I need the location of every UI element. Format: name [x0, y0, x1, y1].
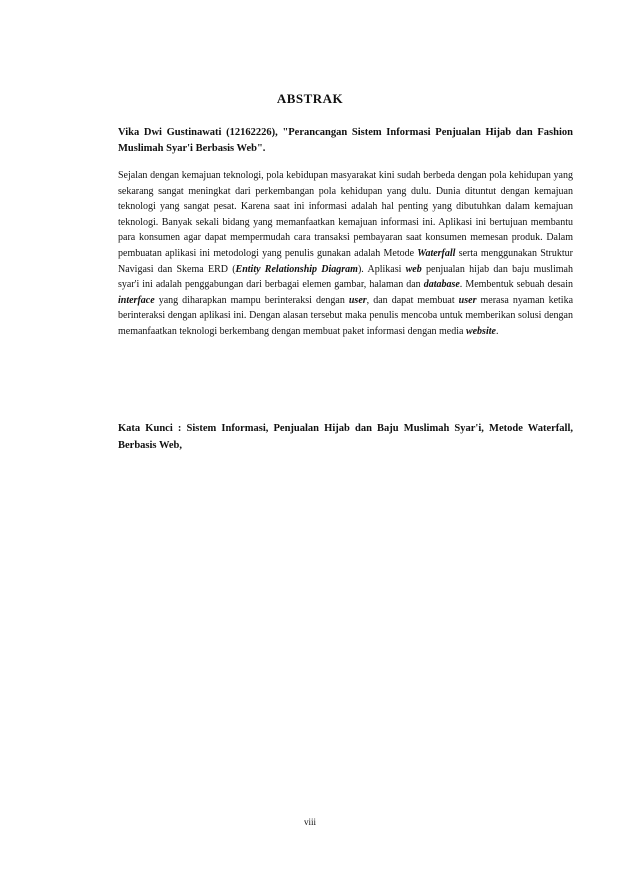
- page-number: viii: [303, 817, 316, 827]
- term-web: web: [405, 263, 422, 275]
- abstract-text: Sejalan dengan kemajuan teknologi, pola kebidupan masyarakat kini sudah berbeda dengan pola kehidupan yang sekarang sangat meningkat dari perkembangan pola kehidupan yang dulu. Dunia dituntut dengan kemajuan teknologi yang sangat pesat. Karena saat ini informasi adalah hal penting yang dibutuhkan dalam kemajuan teknologi. Banyak sekali bidang yang memanfaatkan kemajuan informasi ini. Aplikasi ini bertujuan membantu para konsumen agar dapat mempermudah cara transaksi pembayaran saat konsumen memesan produk. Dalam pembuatan aplikasi ini metodologi yang penulis gunakan adalah Metode: [118, 170, 573, 259]
- abstract-text: serta menggunakan Struktur Navigasi dan Skema ERD (: [118, 247, 573, 275]
- abstract-text: merasa nyaman ketika berinteraksi dengan aplikasi ini. Dengan alasan tersebut maka penulis mencoba untuk memberikan solusi dengan memanfaatkan teknologi berkembang dengan membuat paket informasi dengan media: [118, 294, 574, 337]
- term-erd: Entity Relationship Diagram: [235, 263, 358, 275]
- citation-work-title: "Perancangan Sistem Informasi Penjualan Hijab dan Fashion Muslimah Syar'i Berbasis Web".: [118, 127, 573, 154]
- abstract-text: ). Aplikasi: [357, 263, 406, 275]
- abstract-text: penjualan hijab dan baju muslimah syar'i ini adalah penggabungan dari berbagai elemen gambar, halaman dan: [118, 263, 573, 291]
- abstract-body: [118, 168, 573, 340]
- abstract-text: yang diharapkan mampu berinteraksi dengan: [154, 294, 349, 306]
- term-website: website: [465, 325, 496, 337]
- citation: [118, 125, 573, 156]
- term-interface: interface: [118, 294, 155, 306]
- abstract-text: .: [495, 325, 499, 337]
- abstract-title: ABSTRAK: [276, 91, 344, 106]
- keywords-values: Sistem Informasi, Penjualan Hijab dan Baju Muslimah Syar'i, Metode Waterfall, Berbasis Web,: [118, 423, 573, 451]
- abstract-text: . Membentuk sebuah desain: [459, 279, 574, 291]
- term-user: user: [458, 294, 477, 306]
- keywords-label: Kata Kunci :: [118, 423, 182, 434]
- term-database: database: [423, 279, 460, 291]
- abstract-text: , dan dapat membuat: [366, 294, 459, 306]
- term-user: user: [348, 294, 367, 306]
- keywords: [118, 420, 573, 454]
- citation-author: Vika Dwi Gustinawati (12162226),: [118, 127, 278, 138]
- term-waterfall: Waterfall: [417, 247, 456, 259]
